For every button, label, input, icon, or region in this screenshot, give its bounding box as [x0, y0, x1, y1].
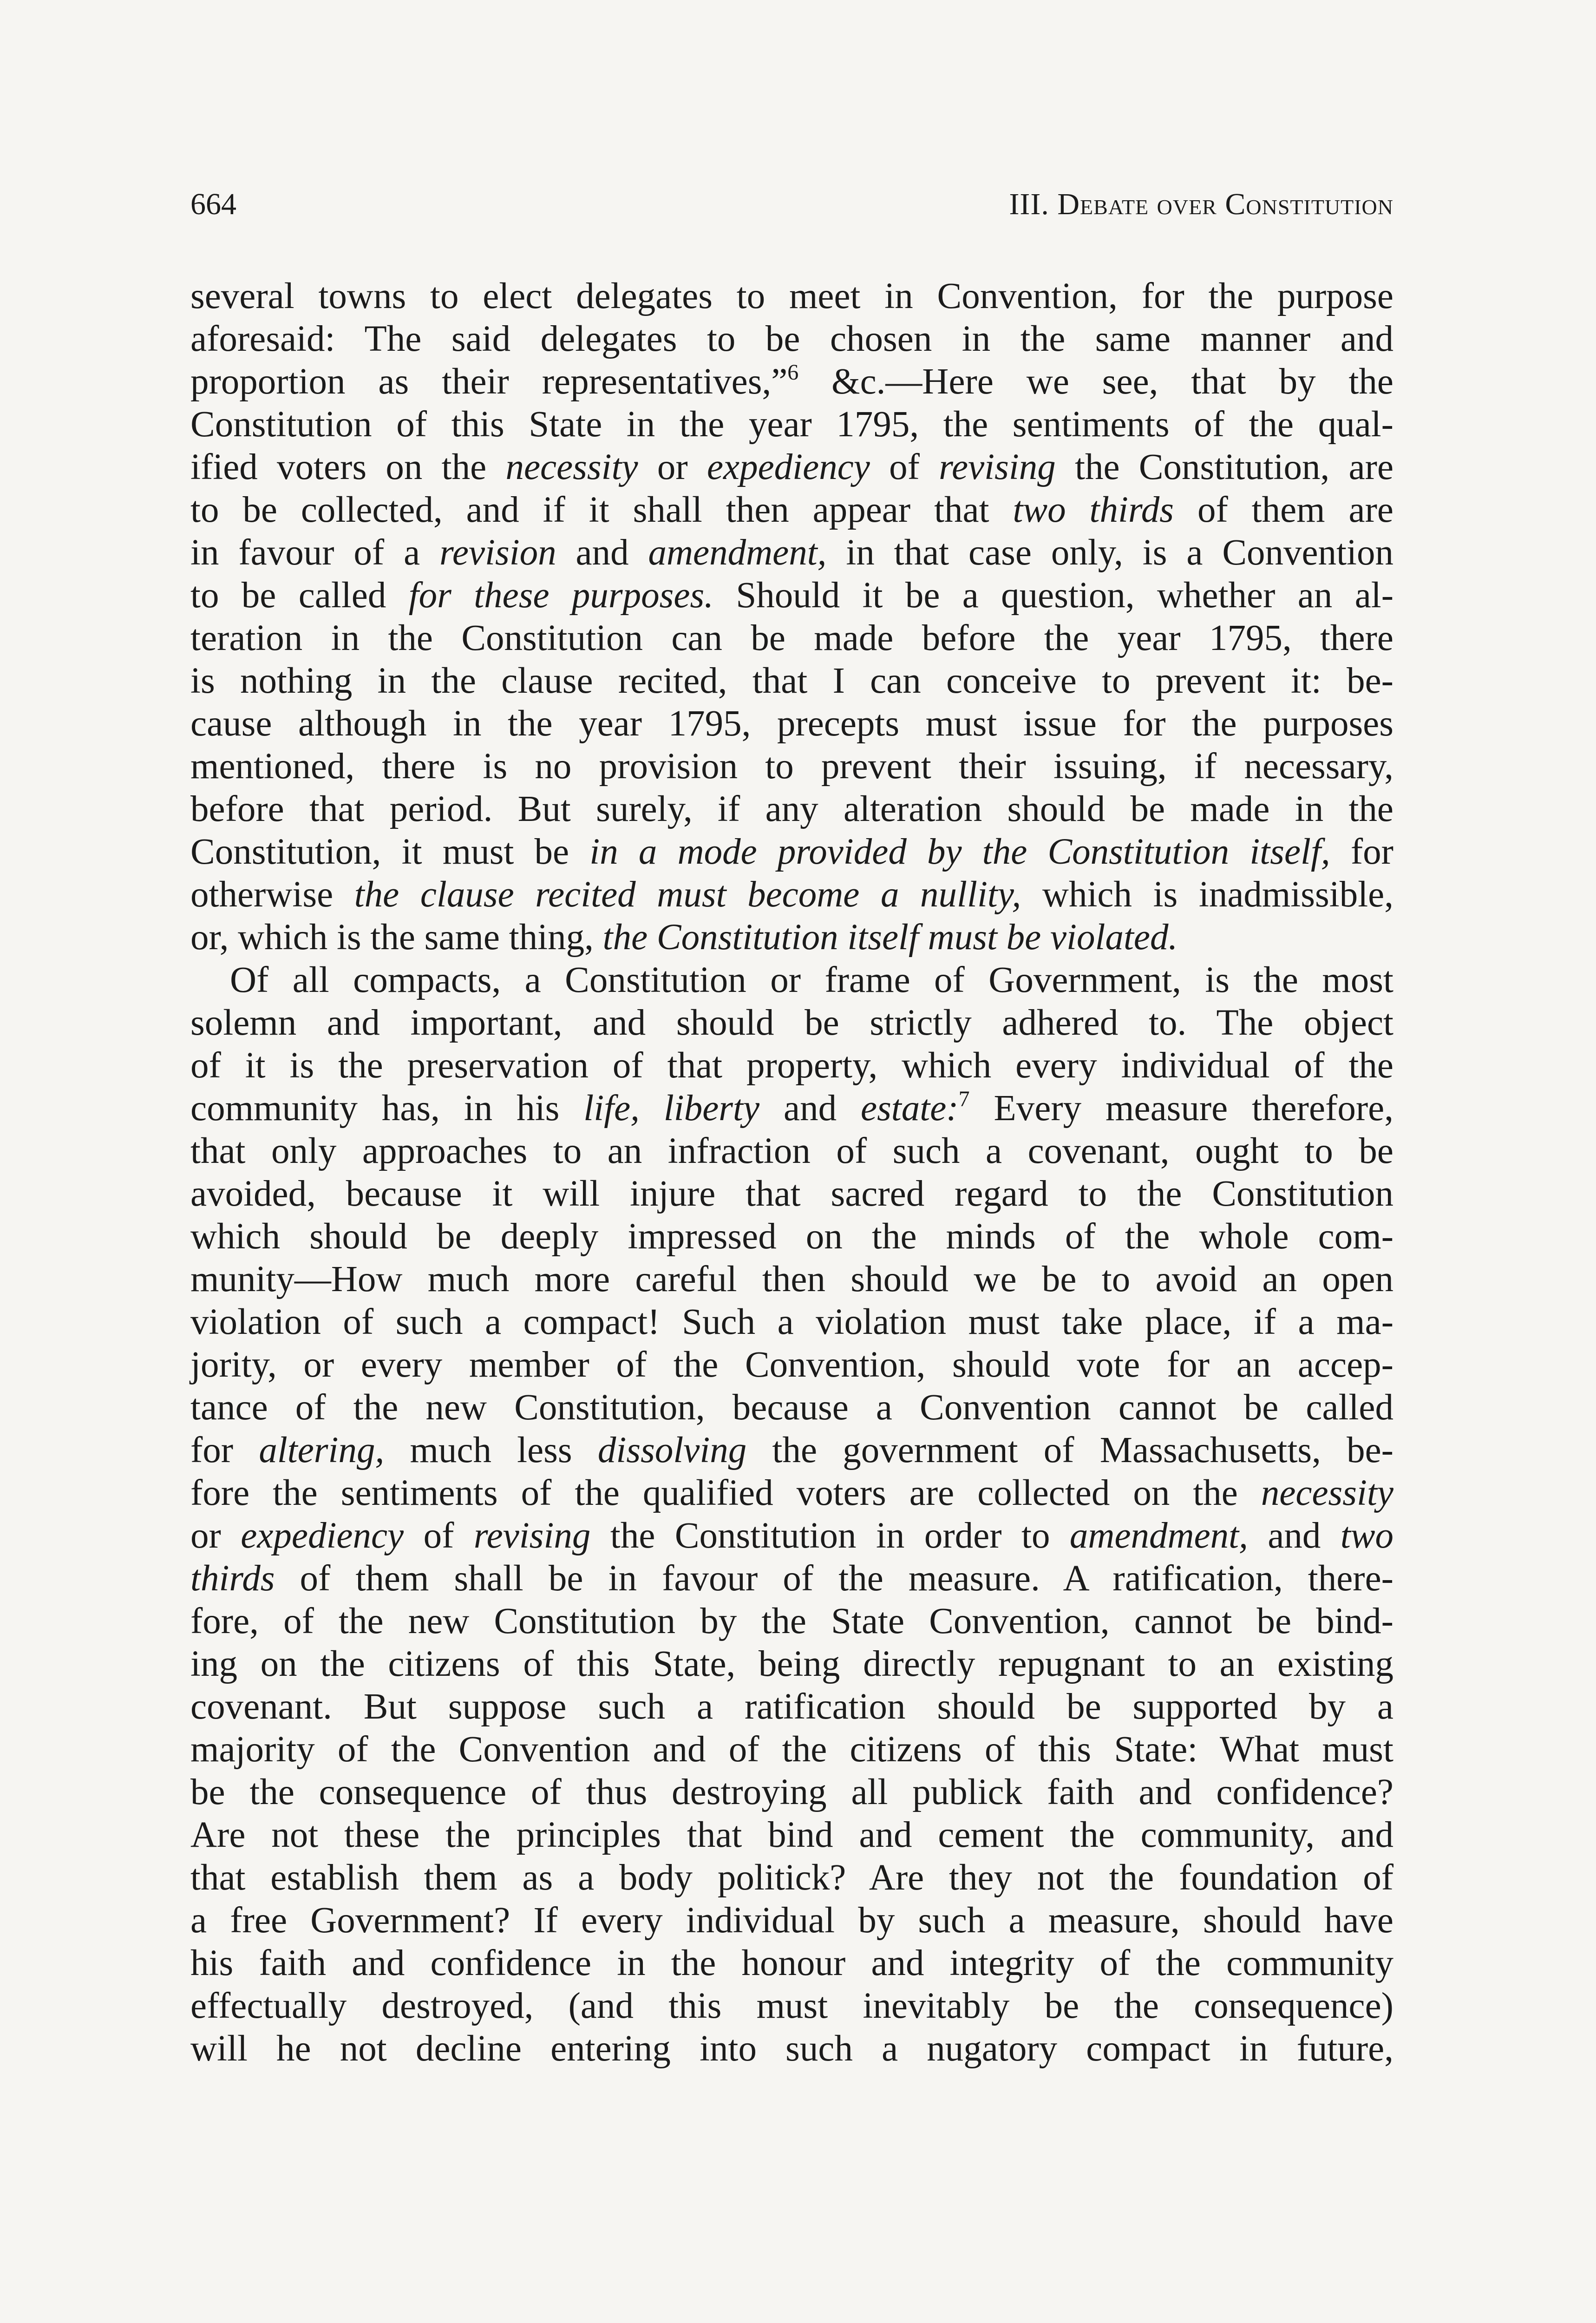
italic-text: expediency: [241, 1516, 404, 1556]
text-run: effectually destroyed, (and this must inevitably be the consequence): [190, 1986, 1393, 2026]
text-line: [190, 1130, 1393, 1173]
text-line: [190, 660, 1393, 702]
text-run: Of all compacts, a Constitution or frame of Government, is the most: [230, 960, 1393, 1000]
body-text: [190, 275, 1393, 2070]
text-run: solemn and important, and should be strictly adhered to. The object: [190, 1003, 1393, 1043]
page-number: 664: [190, 187, 236, 221]
text-line: [190, 1643, 1393, 1686]
text-run: &c.—Here we see, that by the: [798, 361, 1393, 402]
text-run: proportion as their representatives,”: [190, 361, 788, 402]
text-run: covenant. But suppose such a ratification should be supported by a: [190, 1686, 1393, 1727]
italic-text: the clause recited must become a nullity,: [354, 874, 1021, 915]
text-run: a free Government? If every individual by such a measure, should have: [190, 1900, 1393, 1941]
text-line: [190, 403, 1393, 446]
text-run: will he not decline entering into such a nugatory compact in future,: [190, 2028, 1393, 2069]
italic-text: in a mode provided by the Constitution itself,: [589, 832, 1330, 872]
text-line: [190, 446, 1393, 489]
text-line: [190, 489, 1393, 532]
italic-text: two: [1340, 1516, 1393, 1556]
text-line: [190, 1301, 1393, 1344]
italic-text: estate:: [861, 1088, 959, 1129]
text-run: and: [1248, 1516, 1341, 1556]
text-run: his faith and confidence in the honour and integrity of the community: [190, 1943, 1393, 1983]
text-run: of them shall be in favour of the measure. A ratification, there-: [275, 1558, 1393, 1599]
text-line: [190, 1258, 1393, 1301]
text-line: [190, 831, 1393, 873]
text-line: [190, 1386, 1393, 1429]
text-line: [190, 1557, 1393, 1600]
text-run: jority, or every member of the Convention, should vote for an accep-: [190, 1345, 1393, 1385]
text-run: mentioned, there is no provision to prevent their issuing, if necessary,: [190, 746, 1393, 787]
text-run: munity—How much more careful then should we be to avoid an open: [190, 1259, 1393, 1299]
italic-text: the Constitution itself must be violated.: [602, 917, 1178, 958]
text-line: [190, 532, 1393, 574]
footnote-marker: 7: [958, 1087, 970, 1111]
text-line: [190, 1044, 1393, 1087]
text-run: and: [556, 532, 648, 573]
text-run: cause although in the year 1795, precepts must issue for the purposes: [190, 703, 1393, 744]
text-run: of it is the preservation of that property, which every individual of the: [190, 1045, 1393, 1086]
italic-text: amendment,: [648, 532, 827, 573]
text-run: of: [870, 447, 939, 487]
text-run: violation of such a compact! Such a violation must take place, if a ma-: [190, 1302, 1393, 1342]
text-line: [190, 1857, 1393, 1899]
text-line: [190, 361, 1393, 403]
text-line: [190, 1899, 1393, 1942]
text-run: is nothing in the clause recited, that I can conceive to prevent it: be-: [190, 661, 1393, 701]
running-head: [190, 186, 1393, 223]
text-run: and: [759, 1088, 861, 1129]
text-line: [190, 1173, 1393, 1215]
italic-text: revision: [439, 532, 556, 573]
text-run: the government of Massachusetts, be-: [746, 1430, 1393, 1470]
text-line: [190, 1686, 1393, 1728]
italic-text: two thirds: [1013, 490, 1174, 530]
italic-text: for these purposes.: [408, 575, 713, 616]
text-line: [190, 1344, 1393, 1386]
text-line: [190, 1515, 1393, 1557]
text-run: otherwise: [190, 874, 354, 915]
text-line: [190, 1002, 1393, 1044]
text-run: Should it be a question, whether an al-: [713, 575, 1394, 616]
text-line: [190, 788, 1393, 831]
text-run: much less: [384, 1430, 598, 1470]
text-line: [190, 1429, 1393, 1472]
text-run: for: [190, 1430, 259, 1470]
text-line: [190, 1814, 1393, 1857]
text-run: avoided, because it will injure that sacred regard to the Constitution: [190, 1174, 1393, 1214]
text-run: that establish them as a body politick? Are they not the foundation of: [190, 1857, 1393, 1898]
text-run: be the consequence of thus destroying all publick faith and confidence?: [190, 1772, 1393, 1812]
text-line: [190, 1600, 1393, 1643]
text-line: [190, 873, 1393, 916]
text-run: aforesaid: The said delegates to be chosen in the same manner and: [190, 319, 1393, 359]
italic-text: expediency: [706, 447, 870, 487]
text-run: tance of the new Constitution, because a Convention cannot be called: [190, 1387, 1393, 1428]
text-run: fore the sentiments of the qualified voters are collected on the: [190, 1473, 1261, 1513]
text-run: the Constitution in order to: [590, 1516, 1070, 1556]
footnote-marker: 6: [787, 360, 799, 385]
text-run: of: [404, 1516, 474, 1556]
text-run: in favour of a: [190, 532, 440, 573]
text-run: to be collected, and if it shall then appear that: [190, 490, 1013, 530]
text-line: [190, 1472, 1393, 1515]
text-run: of them are: [1174, 490, 1393, 530]
text-run: or: [638, 447, 707, 487]
text-run: or, which is the same thing,: [190, 917, 603, 958]
text-run: for: [1330, 832, 1393, 872]
text-line: [190, 1942, 1393, 1985]
text-line: [190, 1215, 1393, 1258]
text-run: in that case only, is a Convention: [826, 532, 1393, 573]
text-line: [190, 2028, 1393, 2070]
text-run: Constitution, it must be: [190, 832, 590, 872]
italic-text: amendment,: [1069, 1516, 1248, 1556]
text-run: which is inadmissible,: [1021, 874, 1393, 915]
text-run: Constitution of this State in the year 1795, the sentiments of the qual-: [190, 404, 1393, 445]
text-run: to be called: [190, 575, 409, 616]
italic-text: dissolving: [597, 1430, 747, 1470]
text-run: the Constitution, are: [1055, 447, 1394, 487]
italic-text: revising: [939, 447, 1056, 487]
text-line: [190, 275, 1393, 318]
italic-text: necessity: [1261, 1473, 1393, 1513]
text-line: [190, 617, 1393, 660]
italic-text: altering,: [259, 1430, 385, 1470]
text-run: community has, in his: [190, 1088, 584, 1129]
text-run: which should be deeply impressed on the minds of the whole com-: [190, 1216, 1393, 1257]
text-line: [190, 574, 1393, 617]
text-run: majority of the Convention and of the citizens of this State: What must: [190, 1729, 1393, 1770]
text-run: ing on the citizens of this State, being directly repugnant to an existing: [190, 1644, 1393, 1684]
text-run: teration in the Constitution can be made before the year 1795, there: [190, 618, 1393, 658]
text-line: [190, 959, 1393, 1002]
italic-text: necessity: [505, 447, 638, 487]
text-line: [190, 1985, 1393, 2028]
italic-text: life, liberty: [583, 1088, 760, 1129]
text-line: [190, 318, 1393, 361]
section-title: III. Debate over Constitution: [1009, 187, 1393, 221]
text-line: [190, 1728, 1393, 1771]
text-run: that only approaches to an infraction of such a covenant, ought to be: [190, 1131, 1393, 1171]
italic-text: thirds: [190, 1558, 275, 1599]
text-run: ified voters on the: [190, 447, 506, 487]
text-run: before that period. But surely, if any alteration should be made in the: [190, 789, 1393, 829]
text-run: fore, of the new Constitution by the State Convention, cannot be bind-: [190, 1601, 1393, 1641]
text-line: [190, 1087, 1393, 1130]
text-run: Every measure therefore,: [969, 1088, 1393, 1129]
text-run: or: [190, 1516, 241, 1556]
text-line: [190, 1771, 1393, 1814]
text-line: [190, 702, 1393, 745]
text-run: several towns to elect delegates to meet in Convention, for the purpose: [190, 276, 1393, 316]
text-line: [190, 745, 1393, 788]
text-run: Are not these the principles that bind and cement the community, and: [190, 1815, 1393, 1855]
italic-text: revising: [473, 1516, 591, 1556]
text-line: [190, 916, 1393, 959]
